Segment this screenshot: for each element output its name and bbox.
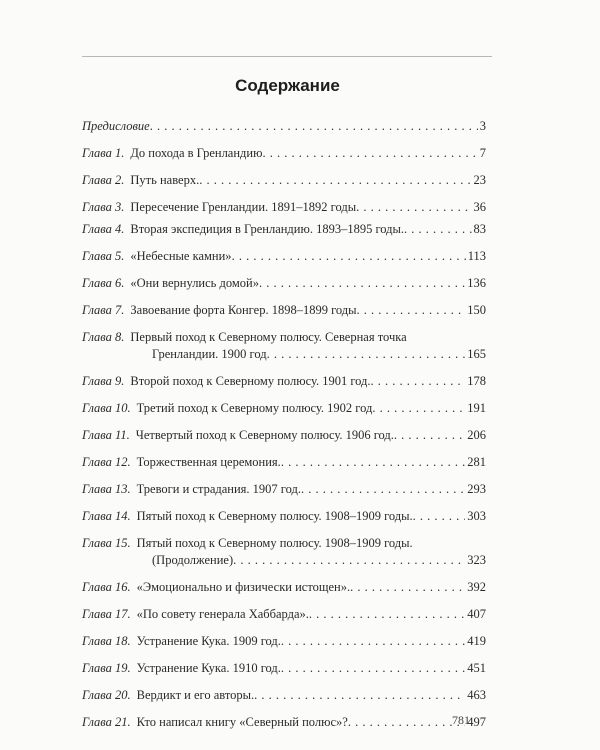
chapter-label: Глава 3. bbox=[82, 200, 125, 214]
chapter-label: Глава 5. bbox=[82, 249, 125, 263]
leader-dots bbox=[394, 427, 465, 444]
toc-entry-14 bbox=[82, 508, 486, 525]
chapter-label: Глава 6. bbox=[82, 276, 125, 290]
chapter-label: Глава 7. bbox=[82, 303, 125, 317]
chapter-label: Глава 15. bbox=[82, 536, 131, 550]
entry-title: Кто написал книгу «Северный полюс»? bbox=[136, 715, 348, 729]
toc-entry-4 bbox=[82, 221, 486, 238]
entry-title: Второй поход к Северному полюсу. 1901 год. bbox=[130, 374, 371, 388]
leader-dots bbox=[281, 633, 465, 650]
entry-title: Пятый поход к Северному полюсу. 1908–1909 годы. bbox=[136, 509, 413, 523]
leader-dots bbox=[371, 373, 466, 390]
entry-page: 3 bbox=[479, 119, 486, 133]
page-title: Содержание bbox=[235, 76, 340, 95]
leader-dots bbox=[281, 454, 465, 471]
entry-page: 407 bbox=[467, 607, 486, 621]
toc-entry-18 bbox=[82, 633, 486, 650]
entry-page: 36 bbox=[473, 200, 486, 214]
leader-dots bbox=[232, 248, 466, 265]
toc-entry-16 bbox=[82, 579, 486, 596]
chapter-label: Глава 11. bbox=[82, 428, 130, 442]
leader-dots bbox=[199, 172, 471, 189]
toc-entry-21 bbox=[82, 714, 486, 731]
entry-title: Путь наверх. bbox=[130, 173, 200, 187]
entry-page: 463 bbox=[467, 688, 486, 702]
leader-dots bbox=[150, 118, 478, 135]
leader-dots bbox=[254, 687, 465, 704]
toc-entry-7 bbox=[82, 302, 486, 319]
entry-page: 83 bbox=[473, 222, 486, 236]
entry-title: Пятый поход к Северному полюсу. 1908–1909 годы. bbox=[136, 536, 413, 550]
entry-page: 419 bbox=[467, 634, 486, 648]
chapter-label: Глава 20. bbox=[82, 688, 131, 702]
chapter-label: Глава 16. bbox=[82, 580, 131, 594]
entry-page: 136 bbox=[467, 276, 486, 290]
toc-entry-12 bbox=[82, 454, 486, 471]
leader-dots bbox=[259, 275, 465, 292]
leader-dots bbox=[262, 145, 477, 162]
entry-title: Предисловие bbox=[82, 119, 150, 133]
toc-entry-10 bbox=[82, 400, 486, 417]
leader-dots bbox=[413, 508, 466, 525]
entry-page: 7 bbox=[479, 146, 486, 160]
entry-title: Устранение Кука. 1910 год. bbox=[136, 661, 281, 675]
chapter-label: Глава 21. bbox=[82, 715, 131, 729]
entry-page: 303 bbox=[467, 509, 486, 523]
toc-entry-11 bbox=[82, 427, 486, 444]
entry-title: Третий поход к Северному полюсу. 1902 год bbox=[136, 401, 373, 415]
toc-entry-6 bbox=[82, 275, 486, 292]
entry-title: До похода в Гренландию bbox=[130, 146, 263, 160]
entry-page: 165 bbox=[467, 347, 486, 361]
chapter-label: Глава 9. bbox=[82, 374, 125, 388]
entry-title: «Эмоционально и физически истощен». bbox=[136, 580, 351, 594]
chapter-label: Глава 10. bbox=[82, 401, 131, 415]
toc-entry-20 bbox=[82, 687, 486, 704]
entry-page: 191 bbox=[467, 401, 486, 415]
entry-page: 150 bbox=[467, 303, 486, 317]
entry-page: 497 bbox=[467, 715, 486, 729]
toc-entry-preface bbox=[82, 118, 486, 135]
entry-title: Устранение Кука. 1909 год. bbox=[136, 634, 281, 648]
entry-page: 451 bbox=[467, 661, 486, 675]
leader-dots bbox=[356, 199, 471, 216]
leader-dots bbox=[267, 346, 466, 363]
toc-entry-1 bbox=[82, 145, 486, 162]
table-of-contents bbox=[82, 118, 486, 731]
leader-dots bbox=[281, 660, 465, 677]
toc-entry-5 bbox=[82, 248, 486, 265]
leader-dots bbox=[404, 221, 471, 238]
toc-entry-17 bbox=[82, 606, 486, 623]
entry-title: Пересечение Гренландии. 1891–1892 годы bbox=[130, 200, 357, 214]
toc-entry-9 bbox=[82, 373, 486, 390]
entry-title: Первый поход к Северному полюсу. Северная точка bbox=[130, 330, 407, 344]
toc-entry-19 bbox=[82, 660, 486, 677]
entry-title: Торжественная церемония. bbox=[136, 455, 281, 469]
leader-dots bbox=[233, 552, 465, 569]
chapter-label: Глава 2. bbox=[82, 173, 125, 187]
leader-dots bbox=[301, 481, 465, 498]
entry-page: 293 bbox=[467, 482, 486, 496]
chapter-label: Глава 12. bbox=[82, 455, 131, 469]
entry-title: Вторая экспедиция в Гренландию. 1893–1895 годы. bbox=[130, 222, 405, 236]
leader-dots bbox=[357, 302, 466, 319]
toc-entry-3 bbox=[82, 199, 486, 216]
entry-page: 206 bbox=[467, 428, 486, 442]
entry-page: 113 bbox=[467, 249, 486, 263]
leader-dots bbox=[309, 606, 465, 623]
entry-page: 323 bbox=[467, 553, 486, 567]
entry-title: Четвертый поход к Северному полюсу. 1906 год. bbox=[135, 428, 394, 442]
chapter-label: Глава 17. bbox=[82, 607, 131, 621]
chapter-label: Глава 14. bbox=[82, 509, 131, 523]
top-rule bbox=[82, 56, 492, 57]
leader-dots bbox=[348, 714, 465, 731]
entry-page: 281 bbox=[467, 455, 486, 469]
toc-entry-13 bbox=[82, 481, 486, 498]
chapter-label: Глава 13. bbox=[82, 482, 131, 496]
entry-title: Вердикт и его авторы. bbox=[136, 688, 255, 702]
entry-title: «Небесные камни» bbox=[130, 249, 232, 263]
entry-title: «Они вернулись домой» bbox=[130, 276, 259, 290]
entry-page: 392 bbox=[467, 580, 486, 594]
toc-entry-8 bbox=[82, 329, 486, 363]
entry-page: 178 bbox=[467, 374, 486, 388]
chapter-label: Глава 8. bbox=[82, 330, 125, 344]
entry-title-continued: (Продолжение) bbox=[152, 553, 234, 567]
page-number: 781 bbox=[452, 713, 470, 727]
entry-title: Завоевание форта Конгер. 1898–1899 годы bbox=[130, 303, 357, 317]
leader-dots bbox=[372, 400, 465, 417]
entry-title-continued: Гренландии. 1900 год bbox=[152, 347, 267, 361]
entry-page: 23 bbox=[473, 173, 486, 187]
toc-entry-15 bbox=[82, 535, 486, 569]
entry-title: «По совету генерала Хаббарда». bbox=[136, 607, 309, 621]
chapter-label: Глава 18. bbox=[82, 634, 131, 648]
leader-dots bbox=[350, 579, 465, 596]
entry-title: Тревоги и страдания. 1907 год. bbox=[136, 482, 301, 496]
chapter-label: Глава 19. bbox=[82, 661, 131, 675]
chapter-label: Глава 1. bbox=[82, 146, 125, 160]
toc-entry-2 bbox=[82, 172, 486, 189]
chapter-label: Глава 4. bbox=[82, 222, 125, 236]
